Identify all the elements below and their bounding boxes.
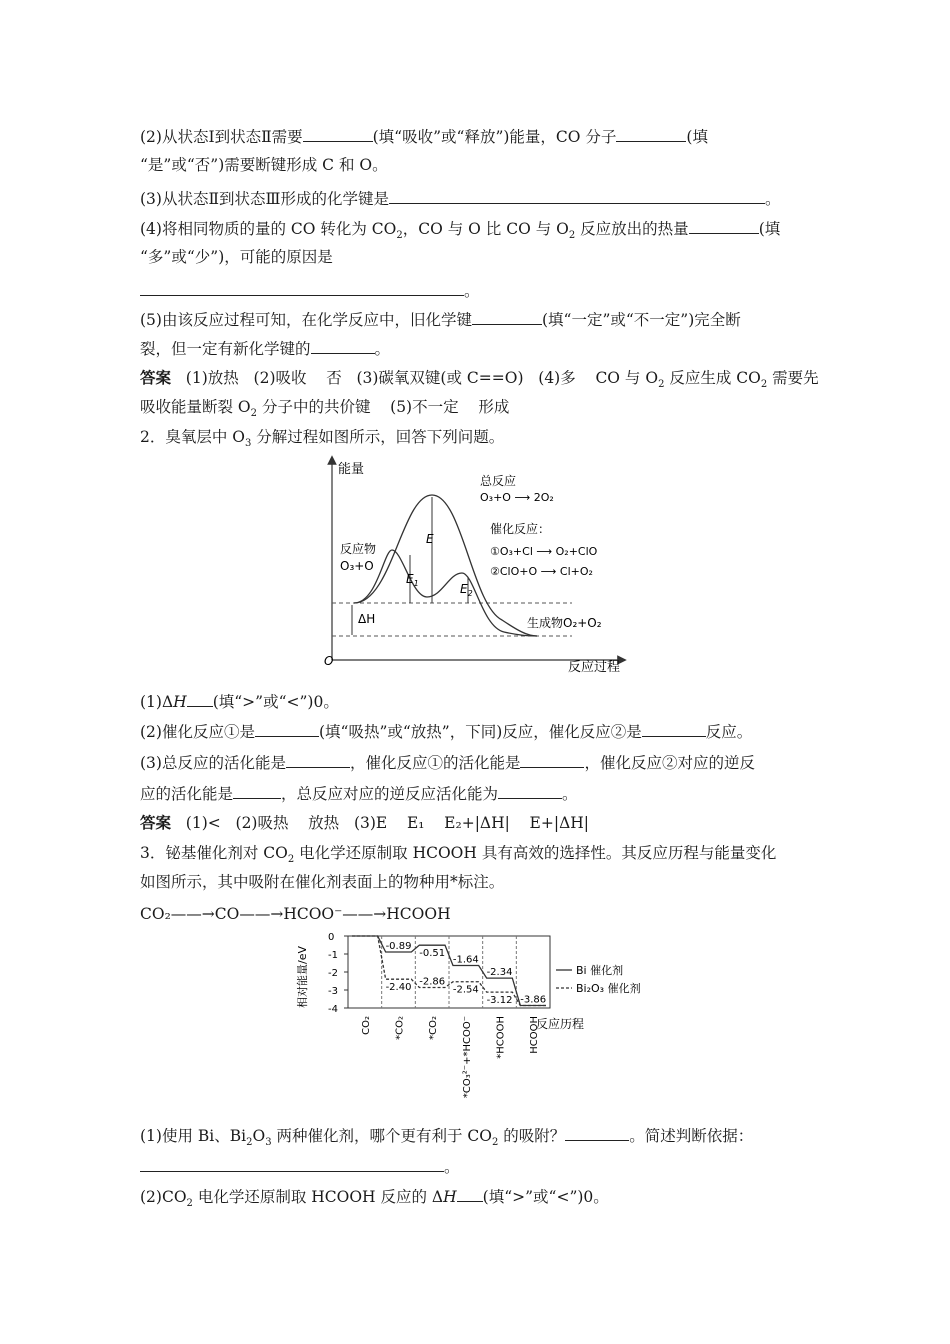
x-category-label: *CO₂ [428, 1016, 440, 1040]
answer-blank[interactable] [689, 218, 759, 234]
E-label: E [426, 532, 434, 546]
answer-blank[interactable] [311, 338, 375, 354]
product-label: 生成物O₂+O₂ [527, 616, 602, 630]
q1-part4-line1: (4)将相同物质的量的 CO 转化为 $CO_2$，CO 与 O 比 CO 与 $O_2$ 反应放出的热量 (填 [140, 220, 781, 242]
data-label: -2.86 [419, 976, 446, 988]
x-category-label: *CO₃²⁻+*HCOO⁻ [461, 1016, 473, 1099]
q3-part1-line2: 。 [140, 1156, 460, 1177]
answer-blank[interactable] [472, 309, 542, 325]
q2-answer: 答案 (1)< (2)吸热 放热 (3)E E₁ E₂+|ΔH| E+|ΔH| [140, 813, 590, 832]
data-label: -2.34 [486, 967, 513, 979]
bismuth-catalyst-energy-chart [290, 930, 670, 1120]
answer-blank[interactable] [389, 188, 765, 204]
answer-blank[interactable] [187, 691, 213, 707]
answer-blank[interactable] [642, 721, 706, 737]
q3-pathway: CO₂——→CO——→HCOO⁻——→HCOOH [140, 905, 451, 923]
answer-blank[interactable] [457, 1186, 483, 1202]
dH-label: ΔH [358, 612, 376, 626]
answer-blank[interactable] [303, 126, 373, 142]
y-tick-label: -4 [328, 1004, 338, 1015]
data-label: -0.51 [419, 948, 446, 960]
data-label: -2.54 [452, 984, 479, 996]
q3-part2: $(2)CO_2$ 电化学还原制取 HCOOH 反应的 ΔH (填“>”或“<”)0。 [140, 1188, 609, 1210]
legend-label-bi: Bi 催化剂 [576, 964, 624, 977]
y-tick-label: 0 [328, 932, 335, 943]
total-reaction-title: 总反应 [480, 474, 517, 488]
answer-blank[interactable] [140, 1156, 444, 1172]
data-label: -0.89 [385, 941, 412, 953]
q3-part1-line1: (1)使用 Bi、$Bi_2O_3$ 两种催化剂，哪个更有利于 $CO_2$ 的吸附？ 。简述判断依据： [140, 1127, 754, 1149]
total-reaction-eq: O₃+O ⟶ 2O₂ [480, 491, 554, 504]
q1-part2-line2: “是”或“否”)需要断键形成 C 和 O。 [140, 156, 388, 174]
q2-stem: 2．臭氧层中 $O_3$ 分解过程如图所示，回答下列问题。 [140, 428, 505, 450]
y-tick-label: -3 [328, 986, 338, 997]
catalytic-eq1: ①O₃+Cl ⟶ O₂+ClO [490, 545, 598, 558]
x-category-label: *HCOOH [495, 1016, 507, 1059]
reactant-label: 反应物 [340, 542, 377, 556]
catalytic-title: 催化反应： [490, 522, 551, 536]
q1-part5-line1: (5)由该反应过程可知，在化学反应中，旧化学键 (填“一定”或“不一定”)完全断 [140, 311, 741, 329]
q2-part2: (2)催化反应①是 (填“吸热”或“放热”，下同)反应，催化反应②是 反应。 [140, 723, 753, 741]
q2-part1: (1)ΔH (填“>”或“<”)0。 [140, 693, 339, 711]
answer-blank[interactable] [520, 752, 584, 768]
x-category-label: *CO₂ [394, 1016, 406, 1040]
data-label: -1.64 [452, 954, 479, 966]
y-axis-label: 能量 [338, 462, 365, 477]
data-label: -3.86 [520, 994, 547, 1006]
q2-part3-line2: 应的活化能是 ，总反应对应的逆反应活化能为 。 [140, 785, 578, 803]
data-label: -3.12 [486, 995, 513, 1007]
legend-label-bi2o3: Bi₂O₃ 催化剂 [576, 982, 641, 995]
y-tick-label: -2 [328, 968, 338, 979]
answer-blank[interactable] [565, 1125, 629, 1141]
data-label: -2.40 [385, 982, 412, 994]
E2-label: $E_2$ [460, 582, 473, 598]
answer-blank[interactable] [498, 783, 562, 799]
q1-part5-line2: 裂，但一定有新化学键的 。 [140, 340, 391, 358]
y-axis-label: 相对能量/eV [296, 946, 309, 1008]
x-axis-label: 反应过程 [568, 660, 621, 675]
E1-label: $E_1$ [406, 572, 419, 588]
answer-blank[interactable] [286, 752, 350, 768]
chart-legend [556, 963, 641, 995]
catalytic-eq2: ②ClO+O ⟶ Cl+O₂ [490, 565, 593, 578]
q3-stem-line2: 如图所示，其中吸附在催化剂表面上的物种用*标注。 [140, 873, 505, 891]
q1-part2-line1: (2)从状态Ⅰ到状态Ⅱ需要 (填“吸收”或“释放”)能量，CO 分子 (填 [140, 128, 708, 146]
q1-answer-line1: 答案 (1)放热 (2)吸收 否 (3)碳氧双键(或 C==O) (4)多 CO 与 $O_2$ 反应生成 $CO_2$ 需要先 [140, 368, 819, 391]
x-category-label: HCOOH [529, 1016, 541, 1054]
reactant-formula: O₃+O [340, 559, 374, 573]
catalyzed-reaction-curve [354, 550, 537, 636]
x-category-label: CO₂ [360, 1016, 372, 1035]
q1-part4-line3: 。 [140, 280, 480, 301]
x-axis-label: 反应历程 [536, 1017, 585, 1031]
answer-blank[interactable] [255, 721, 319, 737]
y-tick-label: -1 [328, 950, 338, 961]
q3-stem-line1: 3．铋基催化剂对 $CO_2$ 电化学还原制取 HCOOH 具有高效的选择性。其反应历程与能量变化 [140, 844, 777, 866]
q1-answer-line2: 吸收能量断裂 $O_2$ 分子中的共价键 (5)不一定 形成 [140, 398, 510, 420]
ozone-energy-diagram [322, 455, 632, 677]
answer-blank[interactable] [616, 126, 686, 142]
q1-part4-line2: “多”或“少”)，可能的原因是 [140, 248, 333, 266]
q2-part3-line1: (3)总反应的活化能是 ，催化反应①的活化能是 ，催化反应②对应的逆反 [140, 754, 755, 772]
q1-part3: (3)从状态Ⅱ到状态Ⅲ形成的化学键是 。 [140, 190, 781, 208]
answer-blank[interactable] [140, 280, 464, 296]
answer-blank[interactable] [233, 783, 281, 799]
origin-label: O [324, 654, 334, 668]
